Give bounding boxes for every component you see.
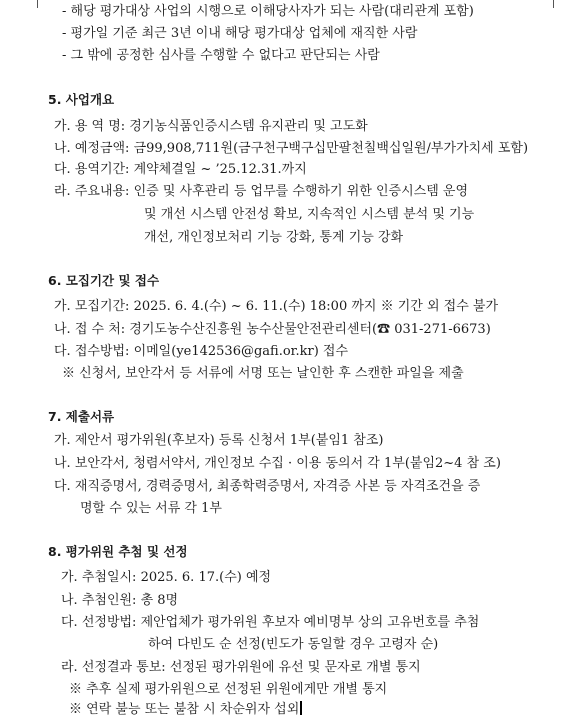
section-heading: 6. 모집기간 및 접수 xyxy=(48,273,160,288)
exclusion-item: - 그 밖에 공정한 심사를 수행할 수 없다고 판단되는 사람 xyxy=(62,48,380,63)
text-cursor xyxy=(300,701,302,715)
table-border-left xyxy=(37,0,38,8)
section-line: 가. 추첨일시: 2025. 6. 17.(수) 예정 xyxy=(61,570,272,585)
section-line: 라. 선정결과 통보: 선정된 평가위원에 유선 및 문자로 개별 통지 xyxy=(61,660,421,675)
section-heading: 8. 평가위원 추첨 및 선정 xyxy=(48,544,188,559)
section-line: 가. 용 역 명: 경기농식품인증시스템 유지관리 및 고도화 xyxy=(54,119,368,134)
section-line-continued: 명할 수 있는 서류 각 1부 xyxy=(80,501,222,516)
section-line: 가. 제안서 평가위원(후보자) 등록 신청서 1부(붙임1 참조) xyxy=(54,433,384,448)
exclusion-item: - 해당 평가대상 사업의 시행으로 이해당사자가 되는 사람(대리관계 포함) xyxy=(62,4,474,19)
exclusion-item: - 평가일 기준 최근 3년 이내 해당 평가대상 업체에 재직한 사람 xyxy=(62,26,418,41)
section-note: ※ 추후 실제 평가위원으로 선정된 위원에게만 개별 통지 xyxy=(69,682,388,697)
section-heading: 5. 사업개요 xyxy=(48,92,115,107)
section-line: 나. 보안각서, 청렴서약서, 개인정보 수집 · 이용 동의서 각 1부(붙임2~4 참 조) xyxy=(54,456,501,471)
section-note-with-cursor[interactable] xyxy=(69,700,302,720)
table-border-right xyxy=(553,0,554,8)
section-line: 다. 재직증명서, 경력증명서, 최종학력증명서, 자격증 사본 등 자격조건을 증 xyxy=(54,479,481,494)
section-line-continued: 개선, 개인정보처리 기능 강화, 통계 기능 강화 xyxy=(144,230,404,245)
section-note-text: ※ 연락 불능 또는 불참 시 차순위자 섭외 xyxy=(69,702,300,717)
section-line-continued: 및 개선 시스템 안전성 확보, 지속적인 시스템 분석 및 기능 xyxy=(144,207,475,222)
section-line-continued: 하여 다빈도 순 선정(빈도가 동일할 경우 고령자 순) xyxy=(148,637,439,652)
section-line: 나. 추첨인원: 총 8명 xyxy=(61,593,179,608)
section-line: 다. 선정방법: 제안업체가 평가위원 후보자 예비명부 상의 고유번호를 추첨 xyxy=(61,615,480,630)
section-heading: 7. 제출서류 xyxy=(48,409,115,424)
section-line: 다. 접수방법: 이메일(ye142536@gafi.or.kr) 접수 xyxy=(54,344,349,359)
section-line: 나. 예정금액: 금99,908,711원(금구천구백구십만팔천칠백십일원/부가가치세 포함) xyxy=(54,141,529,156)
section-note: ※ 신청서, 보안각서 등 서류에 서명 또는 날인한 후 스캔한 파일을 제출 xyxy=(62,366,464,381)
section-line: 가. 모집기간: 2025. 6. 4.(수) ~ 6. 11.(수) 18:00 까지 ※ 기간 외 접수 불가 xyxy=(54,299,499,314)
section-line: 나. 접 수 처: 경기도농수산진흥원 농수산물안전관리센터(☎ 031-271-6673) xyxy=(54,322,491,337)
section-line: 라. 주요내용: 인증 및 사후관리 등 업무를 수행하기 위한 인증시스템 운영 xyxy=(54,184,469,199)
section-line: 다. 용역기간: 계약체결일 ~ ’25.12.31.까지 xyxy=(54,162,307,177)
